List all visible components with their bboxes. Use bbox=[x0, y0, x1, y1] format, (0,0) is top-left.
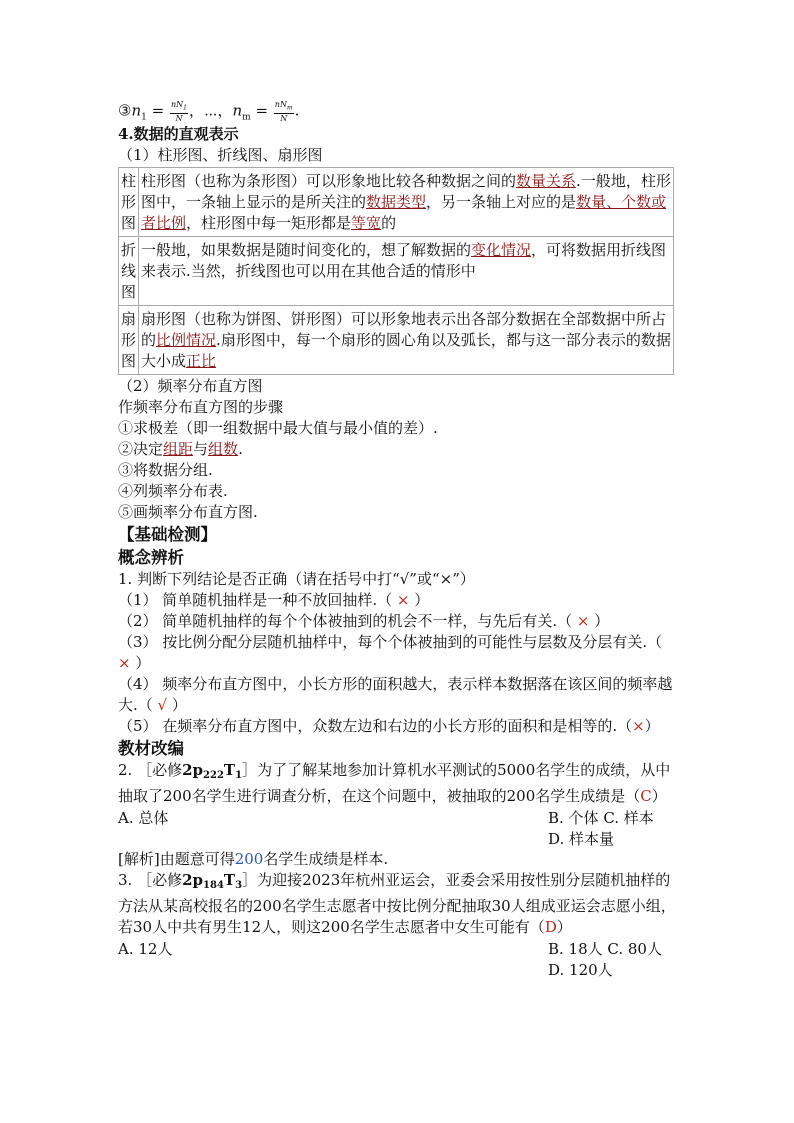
question-3 bbox=[118, 870, 678, 938]
answer-mark: × bbox=[632, 717, 645, 735]
row-key: 折线图 bbox=[119, 237, 139, 306]
textbook-ref: 2p bbox=[182, 871, 204, 889]
answer-letter: D bbox=[544, 918, 557, 936]
item-text: （4） 频率分布直方图中，小长方形的面积越大，表示样本数据落在该区间的频率越大.（ bbox=[118, 675, 673, 714]
text-part: . bbox=[238, 440, 243, 458]
option-b-c: B. 个体 C. 样本 bbox=[548, 809, 654, 827]
text-part: ②决定 bbox=[118, 440, 164, 458]
step-4: ④列频率分布表. bbox=[118, 482, 228, 500]
text-part: 一般地，如果数据是随时间变化的，想了解数据的 bbox=[141, 241, 472, 259]
text-part: ，另一条轴上对应的是 bbox=[426, 193, 577, 211]
underlined-term: 比例情况 bbox=[156, 331, 217, 349]
option-b-c: B. 18人 C. 80人 bbox=[548, 940, 662, 958]
bracket-close: ］ bbox=[242, 871, 258, 889]
underlined-term: 数量关系 bbox=[516, 172, 577, 190]
text-part: 扇形图（也称为饼图、饼形图）可以形象地表示出各部分数据在全部数据中所占的 bbox=[141, 310, 667, 349]
text-part: 名学生成绩是样本. bbox=[263, 850, 389, 868]
step-3: ③将数据分组. bbox=[118, 461, 213, 479]
frac2-num: nN bbox=[274, 100, 287, 109]
question-3-options-row-1 bbox=[118, 938, 678, 959]
formula-eq-2: = bbox=[250, 101, 273, 120]
step-1: ①求极差（即一组数据中最大值与最小值的差）. bbox=[118, 419, 438, 437]
frac1-den: N bbox=[175, 113, 183, 123]
step-2 bbox=[118, 439, 678, 460]
answer-mark: × bbox=[572, 612, 595, 630]
textbook-ref-t: T bbox=[223, 871, 236, 889]
item-end: ） bbox=[171, 696, 187, 714]
table-row bbox=[119, 237, 674, 306]
text-part: ，可将数据用折线图来表示.当然，折线图也可以用在其他合适的情形中 bbox=[141, 241, 667, 280]
formula-nm: n bbox=[232, 101, 243, 120]
question-text: 为了了解某地参加计算机水平测试的5000名学生的成绩，从中抽取了200名学生进行调查分析，在这个问题中，被抽取的200名学生成绩是（ bbox=[118, 761, 671, 805]
item-text: （5） 在频率分布直方图中，众数左边和右边的小长方形的面积和是相等的.（ bbox=[118, 717, 633, 735]
frac2-den: N bbox=[280, 113, 288, 123]
underlined-term: 数据类型 bbox=[366, 193, 427, 211]
row-key: 扇形图 bbox=[119, 306, 139, 375]
answer-letter: C bbox=[640, 787, 652, 805]
row-content bbox=[139, 237, 674, 306]
textbook-ref-t-sub: 3 bbox=[235, 880, 243, 891]
question-end: ） bbox=[651, 787, 667, 805]
bracket-close: ］ bbox=[242, 761, 258, 779]
question-1: 1. 判断下列结论是否正确（请在括号中打“√”或“×”） bbox=[118, 570, 475, 588]
basic-heading: 【基础检测】 bbox=[118, 525, 217, 544]
formula-fraction-1 bbox=[170, 100, 188, 123]
question-2-explanation bbox=[118, 849, 678, 870]
step-5: ⑤画频率分布直方图. bbox=[118, 503, 258, 521]
text-part: [解析]由题意可得 bbox=[118, 850, 235, 868]
row-content bbox=[139, 168, 674, 237]
option-d: D. 样本量 bbox=[548, 830, 615, 848]
underlined-term: 变化情况 bbox=[471, 241, 532, 259]
answer-mark: × bbox=[392, 591, 415, 609]
underlined-term: 等宽 bbox=[351, 214, 382, 232]
textbook-ref-sub: 184 bbox=[203, 880, 224, 891]
answer-mark: √ bbox=[152, 696, 172, 714]
row-key: 柱形图 bbox=[119, 168, 139, 237]
formula-end: . bbox=[294, 101, 300, 120]
table-row bbox=[119, 306, 674, 375]
judgement-item-2 bbox=[118, 611, 678, 632]
item-text: （1） 简单随机抽样是一种不放回抽样.（ bbox=[118, 591, 393, 609]
answer-mark: × bbox=[118, 654, 136, 672]
question-2-options-row-1 bbox=[118, 807, 678, 828]
question-3-options-row-2 bbox=[118, 959, 678, 980]
formula-fraction-2 bbox=[274, 100, 294, 123]
document-page bbox=[118, 100, 678, 980]
formula-n1: n bbox=[131, 101, 142, 120]
text-part: 的 bbox=[381, 214, 397, 232]
option-a: A. 12人 bbox=[118, 940, 173, 958]
formula-line bbox=[118, 100, 678, 124]
textbook-heading: 教材改编 bbox=[118, 739, 184, 758]
row-content bbox=[139, 306, 674, 375]
textbook-ref: 2p bbox=[182, 761, 204, 779]
chart-types-table bbox=[118, 167, 674, 375]
formula-eq: = bbox=[146, 101, 169, 120]
concept-heading: 概念辨析 bbox=[118, 548, 184, 567]
item-text: （3） 按比例分配分层随机抽样中，每个个体被抽到的可能性与层数及分层有关.（ bbox=[118, 633, 663, 651]
formula-n1-sub: 1 bbox=[141, 112, 147, 123]
section-4-sub2: （2）频率分布直方图 bbox=[118, 377, 263, 395]
table-row bbox=[119, 168, 674, 237]
judgement-item-5 bbox=[118, 716, 678, 737]
highlight-number: 200 bbox=[234, 850, 264, 868]
steps-title: 作频率分布直方图的步骤 bbox=[118, 398, 284, 416]
section-4-sub1: （1）柱形图、折线图、扇形图 bbox=[118, 146, 323, 164]
text-part: 与 bbox=[193, 440, 209, 458]
option-a: A. 总体 bbox=[118, 809, 169, 827]
question-2 bbox=[118, 760, 678, 807]
text-part: .一般地，柱形图中，一条轴上显示的是所关注的 bbox=[141, 172, 671, 211]
item-end: ） bbox=[594, 612, 610, 630]
textbook-ref-sub: 222 bbox=[203, 770, 224, 781]
formula-dots: ，⋯， bbox=[188, 101, 233, 120]
underlined-term: 组距 bbox=[163, 440, 194, 458]
question-2-options-row-2 bbox=[118, 828, 678, 849]
judgement-item-4 bbox=[118, 674, 678, 716]
underlined-term: 正比 bbox=[186, 352, 217, 370]
judgement-item-3 bbox=[118, 632, 678, 674]
question-end: ） bbox=[556, 918, 572, 936]
question-number: 2. ［必修 bbox=[118, 761, 183, 779]
question-text: 为迎接2023年杭州亚运会，亚委会采用按性别分层随机抽样的方法从某高校报名的200名学生志愿者中按比例分配抽取30人组成亚运会志愿小组，若30人中共有男生12人，则这200名学生志愿者中女生可能有（ bbox=[118, 871, 676, 936]
textbook-ref-t: T bbox=[223, 761, 236, 779]
frac1-num-sub: 1 bbox=[183, 104, 187, 112]
formula-nm-sub: m bbox=[242, 112, 251, 123]
option-d: D. 120人 bbox=[548, 961, 613, 979]
item-text: （2） 简单随机抽样的每个个体被抽到的机会不一样，与先后有关.（ bbox=[118, 612, 573, 630]
frac2-num-sub: m bbox=[286, 104, 293, 112]
frac1-num: nN bbox=[170, 100, 184, 109]
underlined-term: 组数 bbox=[208, 440, 239, 458]
item-end: ） bbox=[644, 717, 660, 735]
underlined-term: 数量、个数或者比例 bbox=[141, 193, 667, 232]
text-part: 柱形图（也称为条形图）可以形象地比较各种数据之间的 bbox=[141, 172, 517, 190]
item-end: ） bbox=[135, 654, 151, 672]
text-part: .扇形图中，每一个扇形的圆心角以及弧长，都与这一部分表示的数据大小成 bbox=[141, 331, 671, 370]
formula-prefix: ③ bbox=[118, 101, 132, 120]
question-number: 3. ［必修 bbox=[118, 871, 183, 889]
judgement-item-1 bbox=[118, 590, 678, 611]
textbook-ref-t-sub: 1 bbox=[235, 770, 243, 781]
text-part: ，柱形图中每一矩形都是 bbox=[186, 214, 352, 232]
item-end: ） bbox=[414, 591, 430, 609]
section-4-title: 4.数据的直观表示 bbox=[118, 125, 239, 143]
